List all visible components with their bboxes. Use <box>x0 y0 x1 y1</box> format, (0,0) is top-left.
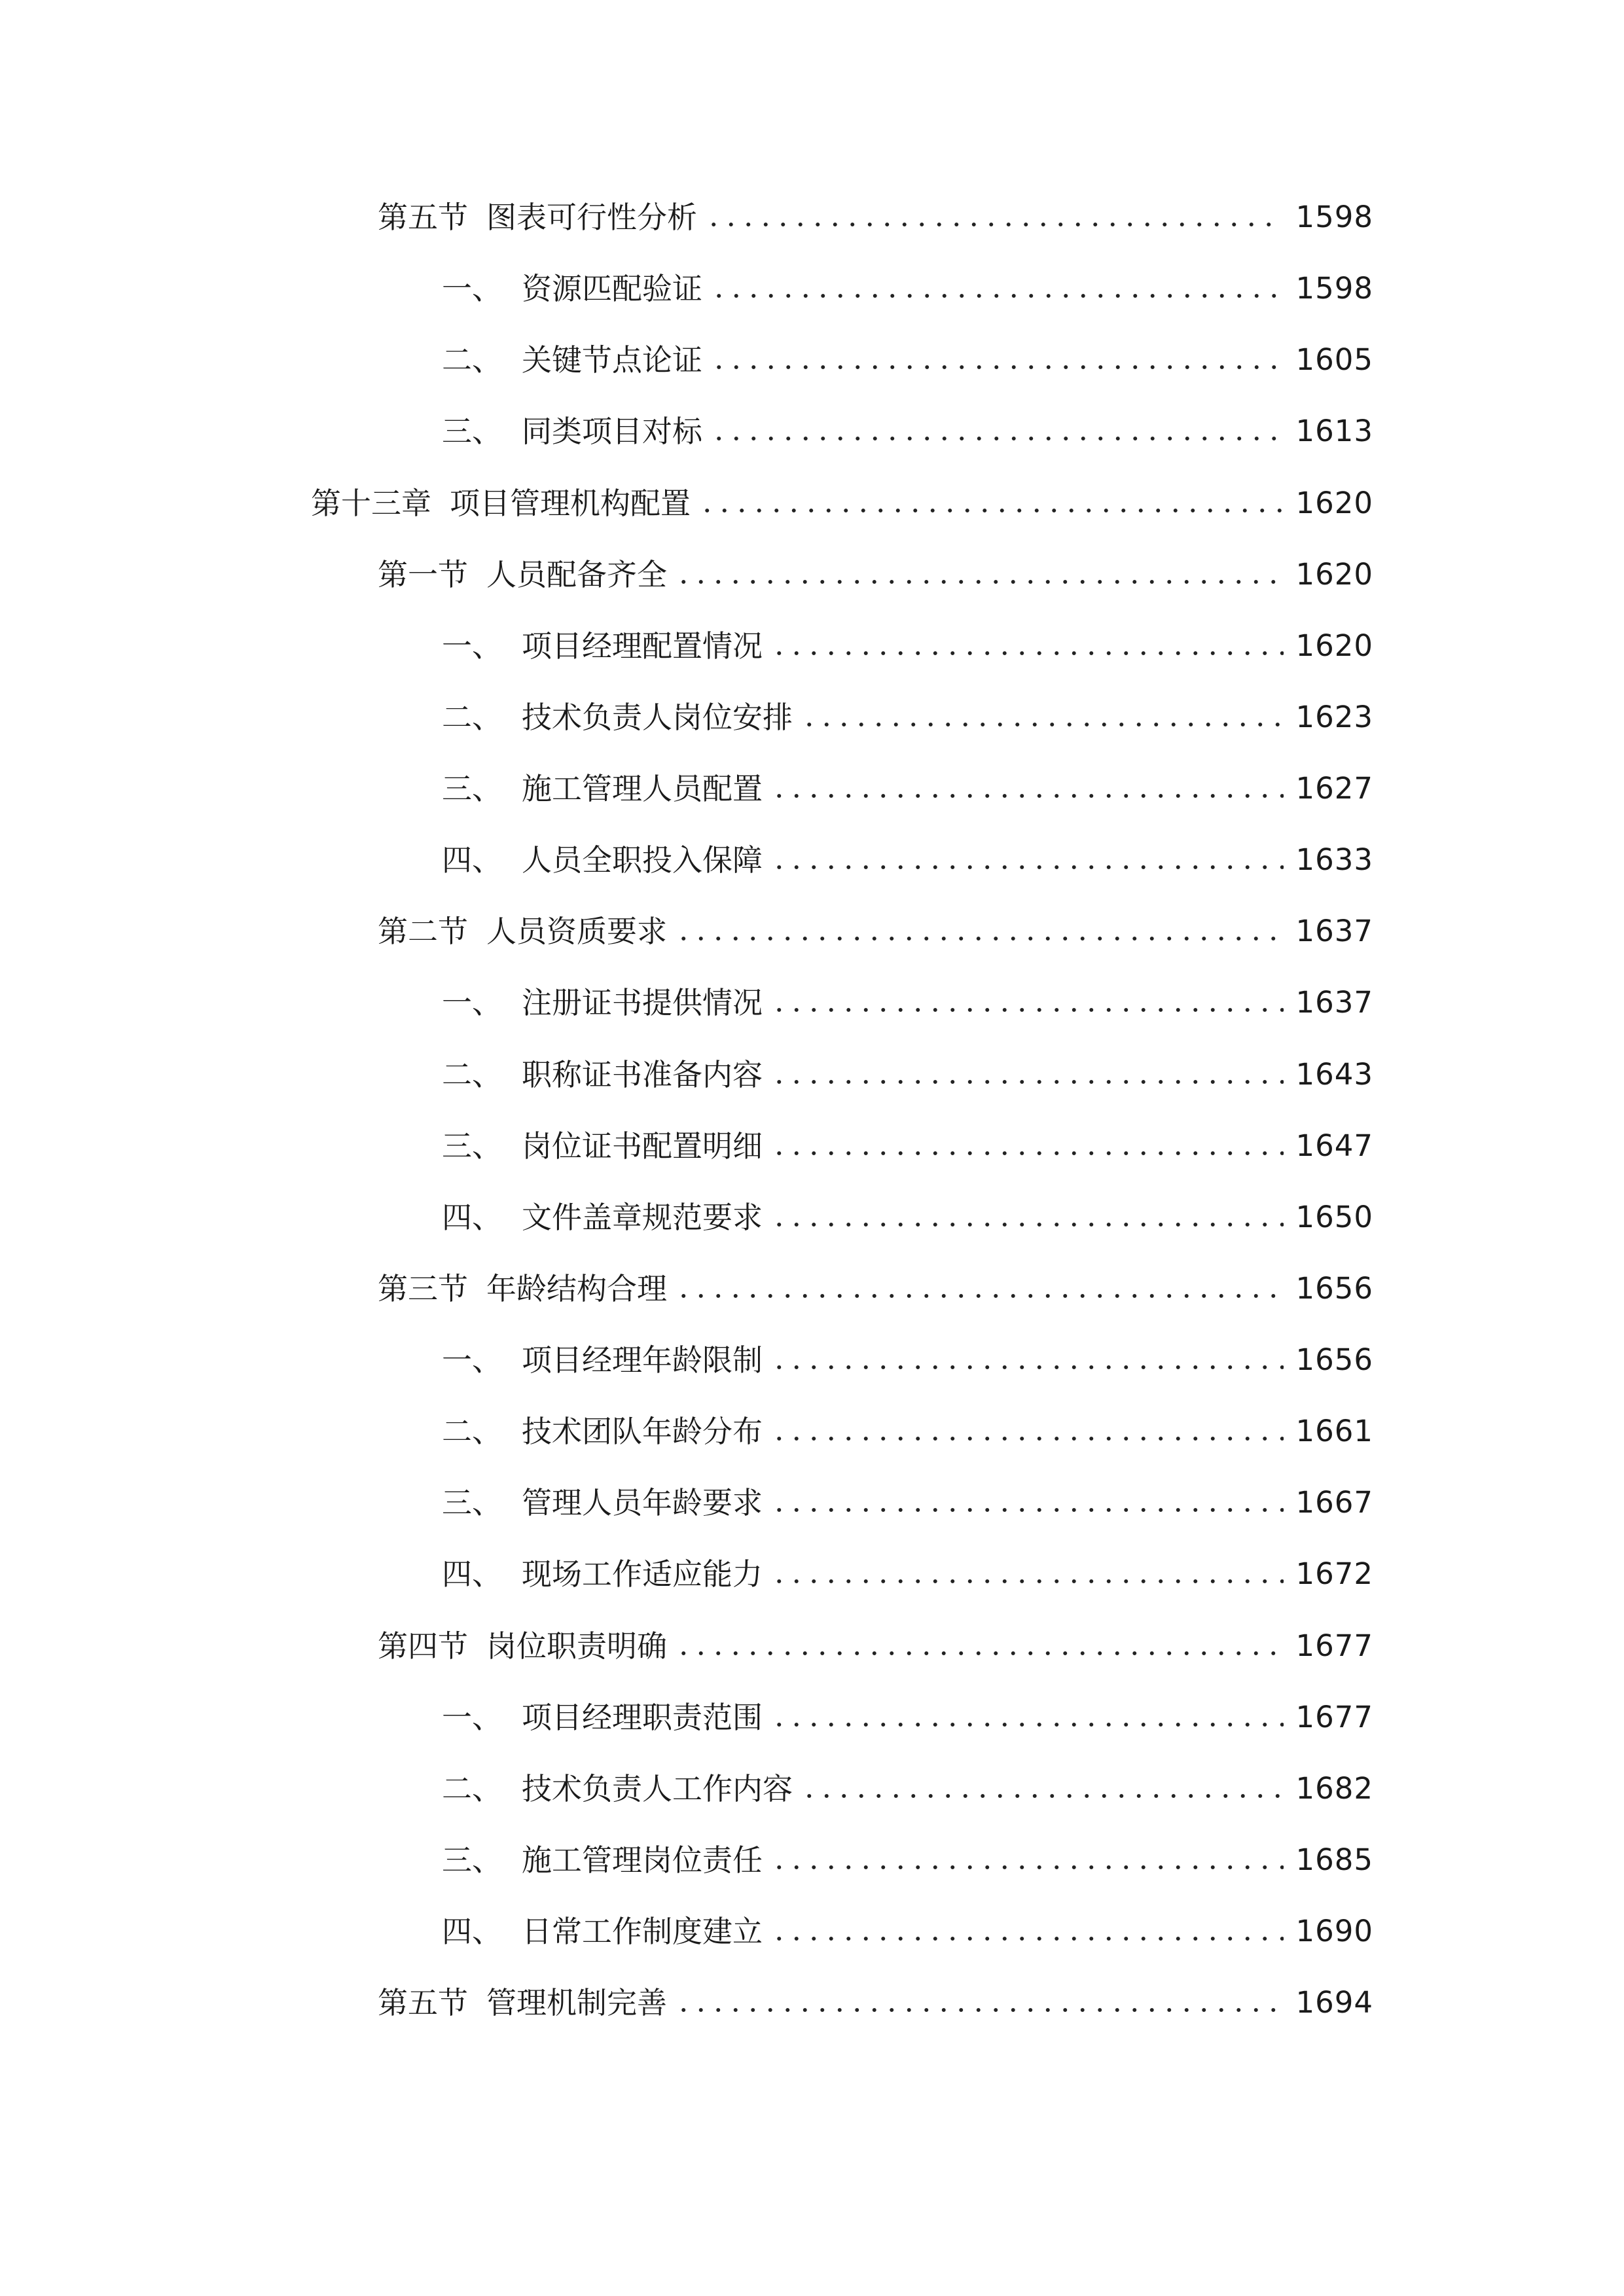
toc-entry-title <box>442 694 795 740</box>
toc-page-number: 1620 <box>1295 557 1373 592</box>
toc-entry[interactable] <box>442 1766 1373 1812</box>
toc-page-number: 1613 <box>1295 414 1373 448</box>
toc-entry-marker: 四、 <box>442 1200 502 1235</box>
toc-entry-title <box>311 480 693 526</box>
toc-entry-marker: 四、 <box>442 842 502 878</box>
toc-page-number: 1650 <box>1295 1200 1373 1234</box>
toc-entry-title <box>442 1194 765 1240</box>
toc-entry[interactable] <box>442 266 1373 312</box>
dot-leader <box>770 1365 1284 1370</box>
toc-page-number: 1656 <box>1295 1271 1373 1306</box>
toc-entry-text: 资源匹配验证 <box>522 271 702 306</box>
toc-entry-marker: 三、 <box>442 414 502 449</box>
toc-entry-title <box>442 1480 765 1526</box>
toc-entry-title <box>442 1909 765 1954</box>
toc-entry-title <box>442 623 765 669</box>
toc-entry-title <box>442 1408 765 1454</box>
toc-entry-text: 日常工作制度建立 <box>522 1914 763 1949</box>
toc-entry[interactable] <box>442 1909 1373 1954</box>
toc-entry-title <box>442 1052 765 1098</box>
toc-entry-marker: 第五节 <box>378 200 468 235</box>
toc-entry-title <box>442 1551 765 1597</box>
toc-page-number: 1623 <box>1295 700 1373 734</box>
toc-entry-text: 技术负责人岗位安排 <box>522 700 793 735</box>
toc-entry-title <box>378 1980 670 2026</box>
toc-entry-title <box>442 1837 765 1883</box>
toc-page-number: 1637 <box>1295 985 1373 1020</box>
toc-entry-title <box>378 552 670 598</box>
toc-entry[interactable] <box>442 1052 1373 1098</box>
toc-entry-marker: 一、 <box>442 271 502 306</box>
toc-entry-text: 注册证书提供情况 <box>522 985 763 1020</box>
toc-entry-marker: 三、 <box>442 1128 502 1164</box>
toc-entry[interactable] <box>378 552 1373 598</box>
toc-page-number: 1598 <box>1295 271 1373 306</box>
toc-entry[interactable] <box>442 337 1373 383</box>
dot-leader <box>675 936 1284 941</box>
toc-entry-marker: 二、 <box>442 1414 502 1449</box>
toc-entry-marker: 第一节 <box>378 557 468 592</box>
toc-entry-text: 项目经理配置情况 <box>522 628 763 664</box>
toc-entry-title <box>442 1766 795 1812</box>
toc-entry[interactable] <box>442 1408 1373 1454</box>
dot-leader <box>710 436 1284 441</box>
toc-page-number: 1667 <box>1295 1485 1373 1520</box>
toc-entry-title <box>378 1623 670 1669</box>
toc-entry-marker: 二、 <box>442 700 502 735</box>
toc-entry[interactable] <box>442 1837 1373 1883</box>
toc-page-number: 1620 <box>1295 486 1373 520</box>
dot-leader <box>770 1865 1284 1870</box>
toc-page-number: 1637 <box>1295 914 1373 948</box>
toc-entry[interactable] <box>442 694 1373 740</box>
dot-leader <box>675 2007 1284 2013</box>
toc-entry[interactable] <box>378 1266 1373 1312</box>
toc-entry-text: 项目管理机构配置 <box>450 486 691 521</box>
dot-leader <box>770 1007 1284 1013</box>
toc-entry[interactable] <box>378 908 1373 954</box>
toc-page-number: 1598 <box>1295 200 1373 234</box>
toc-entry-title <box>442 337 705 383</box>
dot-leader <box>770 1936 1284 1941</box>
toc-entry[interactable] <box>442 1337 1373 1383</box>
toc-page-number: 1677 <box>1295 1628 1373 1663</box>
toc-entry[interactable] <box>442 1695 1373 1740</box>
toc-page-number: 1620 <box>1295 628 1373 663</box>
toc-entry[interactable] <box>442 980 1373 1026</box>
toc-entry-text: 图表可行性分析 <box>486 200 697 235</box>
toc-page-number: 1656 <box>1295 1342 1373 1377</box>
toc-entry[interactable] <box>442 1194 1373 1240</box>
toc-entry-title <box>442 980 765 1026</box>
toc-entry-text: 岗位职责明确 <box>486 1628 667 1664</box>
toc-page-number: 1694 <box>1295 1985 1373 2020</box>
dot-leader <box>801 1793 1284 1799</box>
toc-entry[interactable] <box>378 194 1373 240</box>
toc-entry-marker: 三、 <box>442 1842 502 1878</box>
dot-leader <box>705 222 1284 227</box>
dot-leader <box>770 651 1284 656</box>
toc-entry-marker: 第十三章 <box>311 486 431 521</box>
toc-entry-text: 施工管理人员配置 <box>522 771 763 806</box>
dot-leader <box>675 1293 1284 1299</box>
toc-entry-marker: 二、 <box>442 1771 502 1806</box>
toc-page-number: 1647 <box>1295 1128 1373 1163</box>
toc-entry-marker: 第四节 <box>378 1628 468 1664</box>
toc-entry-marker: 三、 <box>442 771 502 806</box>
toc-entry-text: 同类项目对标 <box>522 414 702 449</box>
toc-entry-title <box>442 266 705 312</box>
dot-leader <box>770 793 1284 798</box>
toc-entry-text: 管理人员年龄要求 <box>522 1485 763 1520</box>
toc-entry-marker: 一、 <box>442 985 502 1020</box>
toc-entry-marker: 一、 <box>442 628 502 664</box>
dot-leader <box>770 1722 1284 1727</box>
toc-page-number: 1605 <box>1295 342 1373 377</box>
dot-leader <box>770 1079 1284 1085</box>
toc-entry-marker: 四、 <box>442 1556 502 1592</box>
toc-entry-marker: 一、 <box>442 1342 502 1378</box>
dot-leader <box>698 508 1284 513</box>
toc-entry[interactable] <box>378 1623 1373 1669</box>
toc-entry-text: 技术团队年龄分布 <box>522 1414 763 1449</box>
toc-entry-marker: 二、 <box>442 1057 502 1092</box>
toc-entry-title <box>378 1266 670 1312</box>
dot-leader <box>710 365 1284 370</box>
toc-entry-marker: 三、 <box>442 1485 502 1520</box>
toc-entry[interactable] <box>442 623 1373 669</box>
toc-entry-marker: 第三节 <box>378 1271 468 1306</box>
toc-entry-marker: 第五节 <box>378 1985 468 2020</box>
toc-entry-text: 项目经理职责范围 <box>522 1700 763 1735</box>
dot-leader <box>770 1222 1284 1227</box>
toc-entry-text: 施工管理岗位责任 <box>522 1842 763 1878</box>
toc-page-number: 1672 <box>1295 1556 1373 1591</box>
dot-leader <box>770 1579 1284 1584</box>
toc-entry-text: 人员配备齐全 <box>486 557 667 592</box>
toc-entry[interactable] <box>311 480 1373 526</box>
dot-leader <box>770 865 1284 870</box>
toc-entry[interactable] <box>442 766 1373 812</box>
toc-entry-title <box>442 837 765 883</box>
toc-entry-marker: 二、 <box>442 342 502 378</box>
toc-entry-title <box>378 194 700 240</box>
toc-entry-text: 职称证书准备内容 <box>522 1057 763 1092</box>
toc-entry[interactable] <box>442 1480 1373 1526</box>
toc-entry-text: 文件盖章规范要求 <box>522 1200 763 1235</box>
toc-entry-title <box>442 1695 765 1740</box>
toc-entry-text: 年龄结构合理 <box>486 1271 667 1306</box>
toc-entry[interactable] <box>442 1551 1373 1597</box>
toc-entry-title <box>442 766 765 812</box>
toc-entry-text: 技术负责人工作内容 <box>522 1771 793 1806</box>
toc-entry-text: 岗位证书配置明细 <box>522 1128 763 1164</box>
toc-page-number: 1643 <box>1295 1057 1373 1092</box>
toc-entry-text: 现场工作适应能力 <box>522 1556 763 1592</box>
toc-entry-marker: 四、 <box>442 1914 502 1949</box>
toc-entry-title <box>378 908 670 954</box>
dot-leader <box>801 722 1284 727</box>
toc-page-number: 1690 <box>1295 1914 1373 1948</box>
toc-entry[interactable] <box>442 1123 1373 1169</box>
toc-page-number: 1685 <box>1295 1842 1373 1877</box>
toc-entry-marker: 第二节 <box>378 914 468 949</box>
toc-entry[interactable] <box>378 1980 1373 2026</box>
toc-entry-text: 项目经理年龄限制 <box>522 1342 763 1378</box>
toc-entry-text: 人员全职投入保障 <box>522 842 763 878</box>
toc-entry-title <box>442 408 705 454</box>
dot-leader <box>710 293 1284 298</box>
dot-leader <box>770 1436 1284 1441</box>
toc-page-number: 1661 <box>1295 1414 1373 1448</box>
toc-entry[interactable] <box>442 837 1373 883</box>
toc-entry-title <box>442 1337 765 1383</box>
dot-leader <box>675 1651 1284 1656</box>
toc-page-number: 1682 <box>1295 1771 1373 1806</box>
toc-entry[interactable] <box>442 408 1373 454</box>
dot-leader <box>770 1507 1284 1513</box>
toc-page-number: 1633 <box>1295 842 1373 877</box>
toc-page-number: 1677 <box>1295 1700 1373 1734</box>
toc-entry-marker: 一、 <box>442 1700 502 1735</box>
toc-entry-text: 人员资质要求 <box>486 914 667 949</box>
toc-entry-text: 关键节点论证 <box>522 342 702 378</box>
toc-entry-text: 管理机制完善 <box>486 1985 667 2020</box>
toc-entry-title <box>442 1123 765 1169</box>
toc-page-number: 1627 <box>1295 771 1373 806</box>
dot-leader <box>675 579 1284 584</box>
dot-leader <box>770 1151 1284 1156</box>
